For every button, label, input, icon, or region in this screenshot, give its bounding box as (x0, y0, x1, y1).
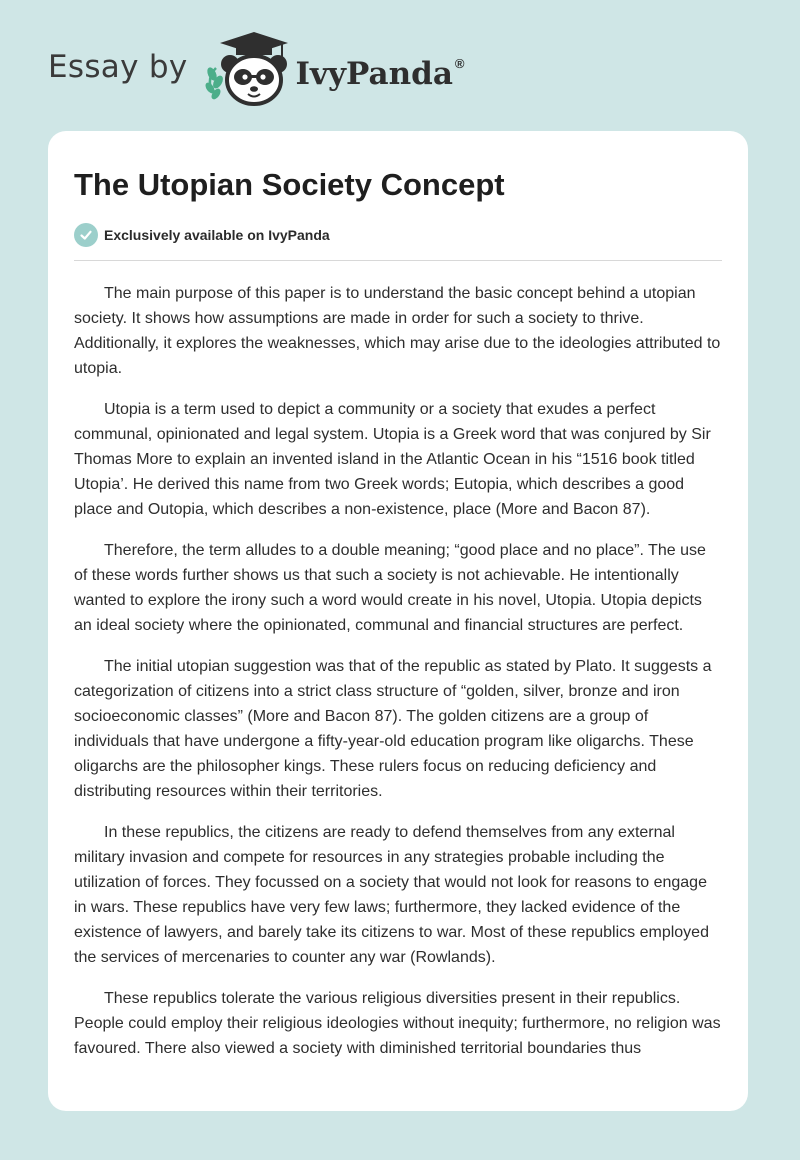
essay-by-label: Essay by (48, 49, 188, 85)
paragraph-1: The main purpose of this paper is to understand the basic concept behind a utopian society. It shows how assumptions are made in order for such a society to thrive. Additionally, it explores the weaknesses, which may arise due to the ideologies attributed to utopia. (74, 285, 721, 377)
essay-body (74, 281, 722, 1061)
paragraph-3: Therefore, the term alludes to a double meaning; “good place and no place”. The use of these words further shows us that such a society is not achievable. He intentionally wanted to explore the irony such a word would create in his novel, Utopia. Utopia depicts an ideal society where the opinionated, communal and financial structures are perfect. (74, 542, 706, 634)
leaf-icon (203, 66, 224, 101)
divider (74, 260, 722, 261)
paragraph-2: Utopia is a term used to depict a community or a society that exudes a perfect communal, opinionated and legal system. Utopia is a Greek word that was conjured by Sir Thomas More to explain an invented island in the Atlantic Ocean in his “1516 book titled Utopia’. He derived this name from two Greek words; Eutopia, which describes a good place and Outopia, which describes a non-existence, place (More and Bacon 87). (74, 401, 711, 518)
exclusive-badge-label: Exclusively available on IvyPanda (104, 227, 330, 243)
exclusive-badge (74, 223, 722, 247)
check-icon (74, 223, 98, 247)
site-header (48, 30, 465, 110)
panda-logo-icon[interactable] (202, 30, 292, 110)
essay-card (48, 131, 748, 1111)
page-title: The Utopian Society Concept (74, 167, 505, 202)
brand-name[interactable] (296, 56, 465, 92)
paragraph-4: The initial utopian suggestion was that of the republic as stated by Plato. It suggests a categorization of citizens into a strict class structure of “golden, silver, bronze and iron socioeconomic classes” (More and Bacon 87). The golden citizens are a group of individuals that have undergone a fifty-year-old education program like oligarchs. These oligarchs are the philosopher kings. These rulers focus on reducing deficiency and distributing resources within their territories. (74, 658, 712, 800)
brand-label: IvyPanda (295, 56, 453, 92)
paragraph-5: In these republics, the citizens are ready to defend themselves from any external military invasion and compete for resources in any strategies probable including the utilization of forces. They focussed on a society that would not look for reasons to engage in wars. These republics have very few laws; furthermore, they lacked evidence of the existence of lawyers, and barely take its citizens to war. Most of these republics employed the services of mercenaries to counter any war (Rowlands). (74, 824, 709, 966)
paragraph-6: These republics tolerate the various religious diversities present in their republics. People could employ their religious ideologies without inequity; furthermore, no religion was favoured. There also viewed a society with diminished territorial boundaries thus (74, 990, 721, 1057)
registered-mark: ® (454, 56, 465, 71)
